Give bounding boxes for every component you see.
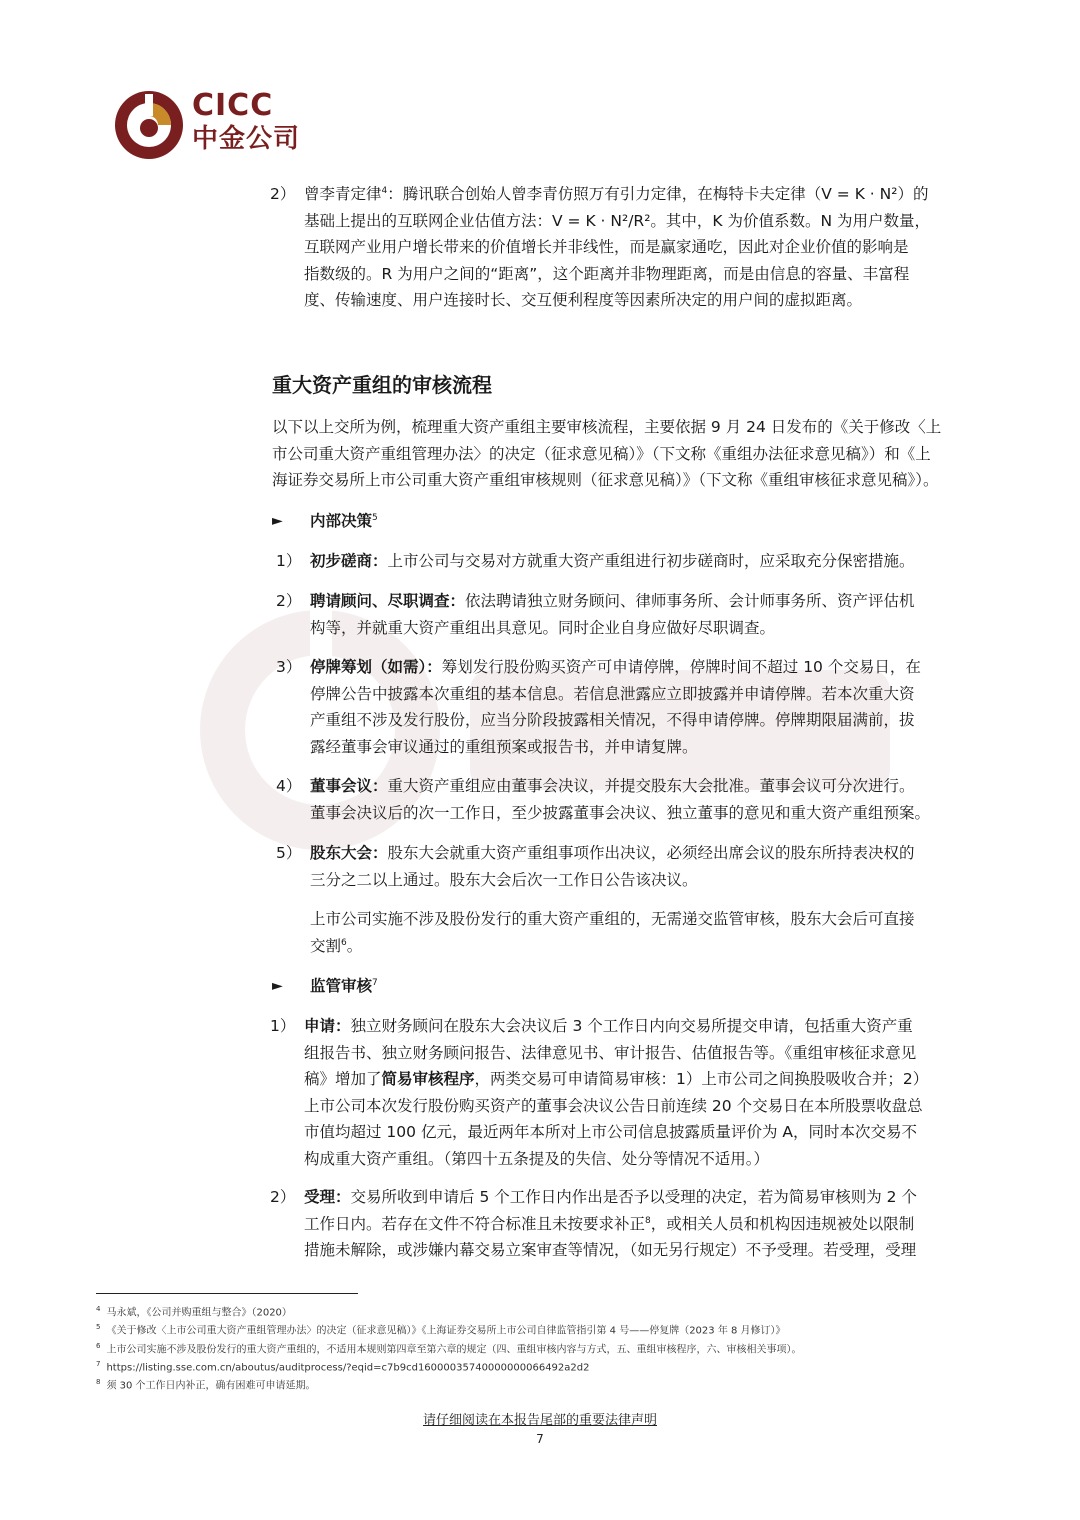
- footnote-ref-6[interactable]: 6: [341, 937, 347, 948]
- logo-text-en: CICC: [192, 88, 274, 123]
- internal-item-5: 股东大会：股东大会就重大资产重组事项作出决议，必须经出席会议的股东所持表决权的 三分之二以上通过。股东大会后次一工作日公告该决议。: [310, 844, 915, 889]
- footnotes: [96, 1302, 996, 1394]
- section-title: 重大资产重组的审核流程: [272, 373, 492, 397]
- intro-line: ：腾讯联合创始人曾李青仿照万有引力定律，在梅特卡夫定律（V = K · N²）的: [387, 185, 929, 203]
- intro-item-text: [304, 181, 994, 314]
- internal-item-number: 5）: [276, 844, 302, 862]
- internal-item-3: 停牌筹划（如需）：筹划发行股份购买资产可申请停牌，停牌时间不超过 10 个交易日，在 停牌公告中披露本次重组的基本信息。若信息泄露应立即披露并申请停牌。若本次重大资 产重组不涉及发行股份，应当分阶段披露相关情况，不得申请停牌。停牌期限届满前，拔 露经董事会审议通过的重组预案或报告书，并申请复牌。: [310, 658, 921, 756]
- logo-text-cn: 中金公司: [192, 124, 301, 154]
- bullet-icon: ►: [272, 978, 283, 994]
- intro-line: 基础上提出的互联网企业估值方法：V = K · N²/R²。其中，K 为价值系数。N 为用户数量，: [304, 211, 931, 230]
- item-title: 停牌筹划（如需）：: [310, 658, 442, 676]
- item-title: 初步磋商：: [310, 552, 388, 570]
- intro-line: 度、传输速度、用户连接时长、交互便利程度等因素所决定的用户间的虚拟距离。: [304, 291, 863, 309]
- footnote-item: $^5$ 《关于修改〈上市公司重大资产重组管理办法〉的决定（征求意见稿）》《上海证券交易所上市公司自律监管指引第 4 号——停复牌（2023 年 8 月修订）》: [96, 1323, 786, 1337]
- internal-item-number: 4）: [276, 777, 302, 795]
- regulatory-heading: 监管审核$^7$: [310, 977, 378, 995]
- intro-line: 互联网产业用户增长带来的价值增长并非线性，而是赢家通吃，因此对企业价值的影响是: [304, 238, 909, 256]
- cicc-logo: [112, 88, 312, 162]
- item-title: 董事会议：: [310, 777, 388, 795]
- section-intro-line: 以下以上交所为例，梳理重大资产重组主要审核流程，主要依据 9 月 24 日发布的《关于修改〈上: [272, 418, 942, 436]
- intro-line: 指数级的。R 为用户之间的“距离”，这个距离并非物理距离，而是由信息的容量、丰富程: [304, 264, 910, 283]
- footnote-divider: [96, 1293, 358, 1294]
- footnote-ref-5[interactable]: 5: [372, 512, 378, 523]
- footnote-ref-8[interactable]: 8: [645, 1215, 651, 1226]
- internal-note: 上市公司实施不涉及股份发行的重大资产重组的，无需递交监管审核，股东大会后可直接 交割$^6$。: [310, 910, 915, 955]
- page-number: 7: [536, 1432, 544, 1446]
- intro-item-number: 2）: [270, 185, 296, 203]
- item-title: 申请：: [304, 1017, 351, 1035]
- footnote-link[interactable]: $^7$ https://listing.sse.com.cn/aboutus/auditprocess/?eqid=c7b9cd16000035740000000066492a2d2: [96, 1359, 590, 1374]
- internal-item-number: 2）: [276, 592, 302, 610]
- bullet-icon: ►: [272, 513, 283, 529]
- footnote-item: $^8$ 须 30 个工作日内补正，确有困难可申请延期。: [96, 1378, 316, 1392]
- section-intro-line: 海证券交易所上市公司重大资产重组审核规则（征求意见稿）》（下文称《重组审核征求意见稿》）。: [272, 471, 939, 489]
- cicc-logo-icon: [112, 88, 186, 162]
- section-intro-line: 市公司重大资产重组管理办法〉的决定（征求意见稿）》（下文称《重组办法征求意见稿》）和《上: [272, 444, 931, 463]
- intro-item-title: 曾李青定律: [304, 185, 382, 203]
- internal-item-2: 聘请顾问、尽职调查：依法聘请独立财务顾问、律师事务所、会计师事务所、资产评估机 构等，并就重大资产重组出具意见。同时企业自身应做好尽职调查。: [310, 592, 915, 637]
- item-title: 聘请顾问、尽职调查：: [310, 592, 466, 610]
- footnote-ref-4[interactable]: 4: [381, 185, 388, 196]
- footnote-ref-7[interactable]: 7: [372, 977, 378, 988]
- regulatory-item-number: 1）: [270, 1017, 296, 1035]
- footnote-item: $^4$ 马永斌，《公司并购重组与整合》（2020）: [96, 1305, 292, 1319]
- footnote-item: $^6$ 上市公司实施不涉及股份发行的重大资产重组的，不适用本规则第四章至第六章的规定（四、重组审核内容与方式，五、重组审核程序，六、审核相关事项）。: [96, 1341, 802, 1355]
- internal-item-number: 3）: [276, 658, 302, 676]
- regulatory-item-2: 受理：交易所收到申请后 5 个工作日内作出是否予以受理的决定，若为简易审核则为 2 个 工作日内。若存在文件不符合标准且未按要求补正$^8$，或相关人员和机构因违规被处以限制 措施未解除，或涉嫌内幕交易立案审查等情况，（如无另行规定）不予受理。若受理，受理: [304, 1188, 917, 1259]
- internal-item-number: 1）: [276, 552, 302, 570]
- item-title: 股东大会：: [310, 844, 388, 862]
- internal-heading: 内部决策$^5$: [310, 512, 378, 530]
- internal-item-4: 董事会议：重大资产重组应由董事会决议，并提交股东大会批准。董事会议可分次进行。 董事会决议后的次一工作日，至少披露董事会决议、独立董事的意见和重大资产重组预案。: [310, 777, 931, 822]
- regulatory-item-1: 申请：独立财务顾问在股东大会决议后 3 个工作日内向交易所提交申请，包括重大资产重 组报告书、独立财务顾问报告、法律意见书、审计报告、估值报告等。《重组审核征求意见 稿》增加了简易审核程序，两类交易可申请简易审核：1）上市公司之间换股吸收合并；2） 上市公司本次发行股份购买资产的董事会决议公告日前连续 20 个交易日在本所股票收盘总 市值均超过 100 亿元，最近两年本所对上市公司信息披露质量评价为 A，同时本次交易不 构成重大资产重组。（第四十五条提及的失信、处分等情况不适用。）: [304, 1017, 929, 1168]
- regulatory-item-number: 2）: [270, 1188, 296, 1206]
- section-intro: [272, 414, 992, 494]
- internal-item-1: 初步磋商：上市公司与交易对方就重大资产重组进行初步磋商时，应采取充分保密措施。: [310, 552, 915, 570]
- item-title: 受理：: [304, 1188, 351, 1206]
- legal-notice-link[interactable]: 请仔细阅读在本报告尾部的重要法律声明: [422, 1413, 657, 1428]
